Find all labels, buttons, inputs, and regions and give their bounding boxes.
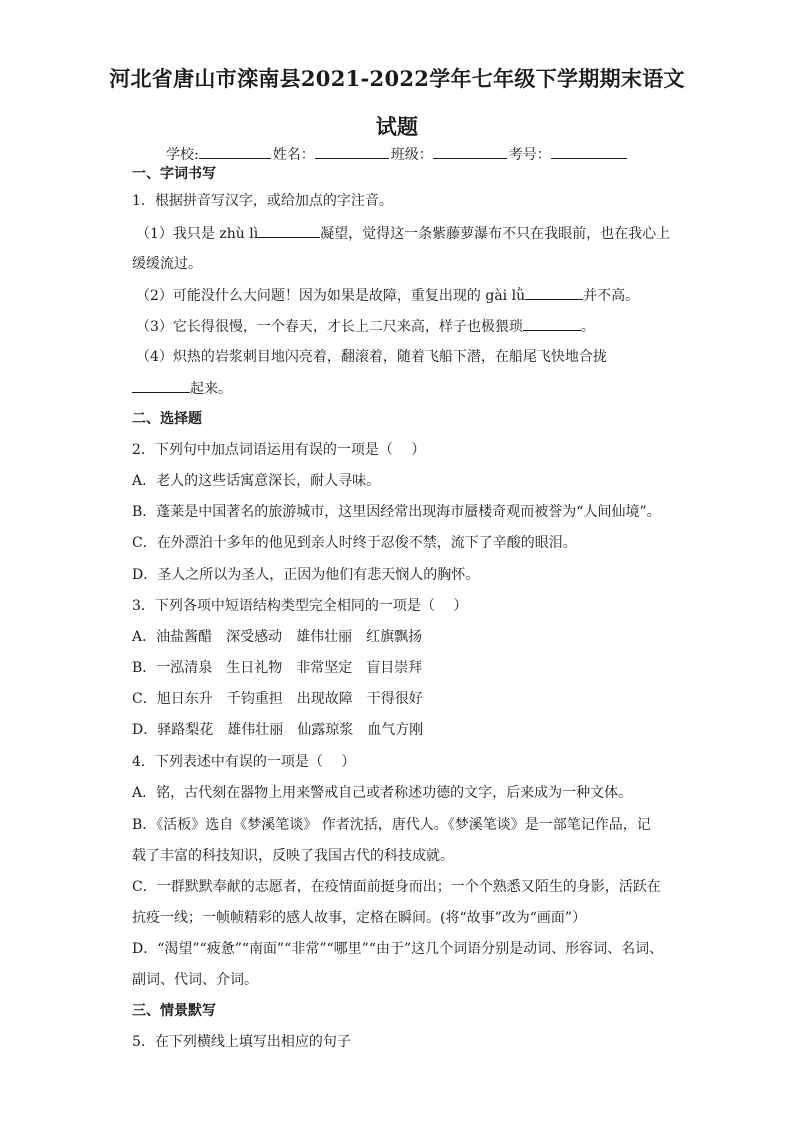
question-4-option-c: C．一群默默奉献的志愿者，在疫情面前挺身而出；一个个熟悉又陌生的身影，活跃在 [132,879,661,895]
question-4-option-c-cont: 抗疫一线；一帧帧精彩的感人故事，定格在瞬间。(将“故事”改为“画面”） [132,910,587,926]
name-label: 姓名： [272,147,315,163]
answer-blank[interactable] [258,223,320,238]
question-4-option-b-cont: 载了丰富的科技知识，反映了我国古代的科技成就。 [132,848,454,864]
exam-title-line-2: 试题 [375,114,419,139]
section-heading-2: 二、选择题 [132,411,202,427]
question-5-stem: 5．在下列横线上填写出相应的句子 [132,1034,351,1050]
name-blank[interactable] [315,144,389,159]
question-3-option-b: B．一泓清泉 生日礼物 非常坚定 盲目崇拜 [132,660,423,676]
section-heading-1: 一、字词书写 [132,166,216,182]
question-1-item-2: （2）可能没什么大问题！因为如果是故障，重复出现的 gài lǜ 并不高。 [136,285,676,306]
question-2-option-d: D．圣人之所以为圣人，正因为他们有悲天悯人的胸怀。 [132,567,480,583]
question-3-option-d: D．驿路梨花 雄伟壮丽 仙露琼浆 血气方刚 [132,722,424,738]
section-heading-3: 三、情景默写 [132,1003,216,1019]
question-3-option-a: A．油盐酱醋 深受感动 雄伟壮丽 红旗飘扬 [132,629,423,645]
question-4-option-b: B．《活板》选自《梦溪笔谈》 作者沈括，唐代人。《梦溪笔谈》是一部笔记作品，记 [132,817,651,833]
question-4-stem: 4．下列表述中有误的一项是（ ） [132,754,356,770]
school-blank[interactable] [199,144,271,159]
class-blank[interactable] [433,144,507,159]
exam-number-label: 考号： [508,147,551,163]
question-4-option-a: A．铭，古代刻在器物上用来警戒自己或者称述功德的文字，后来成为一种文体。 [132,785,633,801]
school-label: 学校: [166,147,199,163]
question-2-option-a: A．老人的这些话寓意深长，耐人寻味。 [132,473,381,489]
question-2-option-b: B．蓬莱是中国著名的旅游城市，这里因经常出现海市蜃楼奇观而被誉为“人间仙境”。 [132,504,661,520]
answer-blank[interactable] [132,378,190,393]
question-3-option-c: C．旭日东升 千钧重担 出现故障 干得很好 [132,691,423,707]
question-2-option-c: C．在外漂泊十多年的他见到亲人时终于忍俊不禁，流下了辛酸的眼泪。 [132,535,577,551]
question-3-stem: 3．下列各项中短语结构类型完全相同的一项是（ ） [132,598,468,614]
answer-blank[interactable] [525,285,583,300]
question-2-stem: 2．下列句中加点词语运用有误的一项是（ ） [132,442,426,458]
question-4-option-d-cont: 副词、代词、介词。 [132,972,258,988]
question-1-item-3: （3）它长得很慢，一个春天，才长上二尺来高，样子也极猥琐 。 [136,316,676,337]
exam-title-line-1: 河北省唐山市滦南县2021-2022学年七年级下学期期末语文 [109,66,685,91]
class-label: 班级： [390,147,433,163]
question-1-item-1-cont: 缓缓流过。 [132,256,202,272]
answer-blank[interactable] [523,316,581,331]
student-info-row [166,144,629,165]
question-1-item-4-cont: 起来。 [132,378,672,399]
question-4-option-d: D．“渴望”“疲惫”“南面”“非常”“哪里”“由于”这几个词语分别是动词、形容词、名词、 [132,941,664,957]
question-1-stem: 1．根据拼音写汉字，或给加点的字注音。 [132,193,393,209]
question-1-item-4: （4）炽热的岩浆刺目地闪亮着，翻滚着，随着飞船下潜，在船尾飞快地合拢 [136,349,607,365]
exam-number-blank[interactable] [551,144,627,159]
question-1-item-1: （1）我只是 zhù lì 凝望，觉得这一条紫藤萝瀑布不只在我眼前，也在我心上 [136,223,676,244]
